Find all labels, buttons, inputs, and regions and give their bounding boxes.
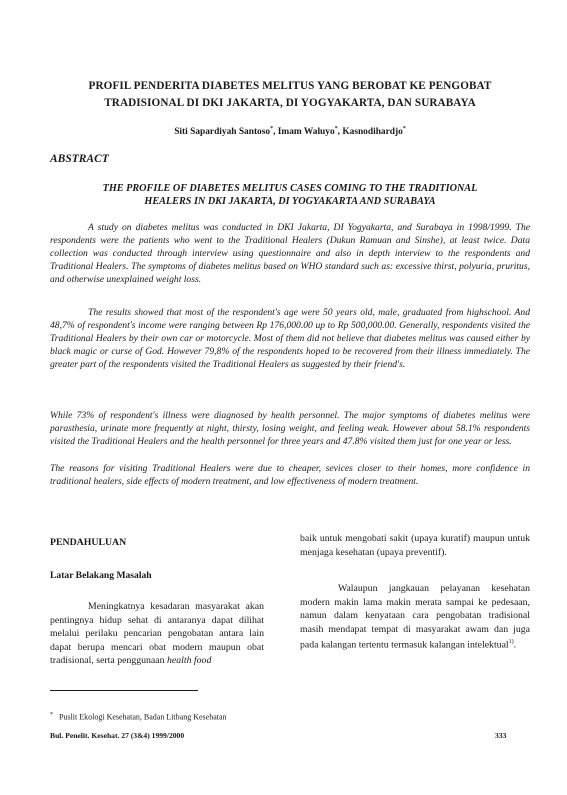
abstract-title-line-1: THE PROFILE OF DIABETES MELITUS CASES COMING TO THE TRADITIONAL [102, 183, 478, 194]
title-line-2: TRADISIONAL DI DKI JAKARTA, DI YOGYAKARTA, DAN SURABAYA [104, 97, 476, 109]
body-right-text: Walaupun jangkauan pelayanan kesehatan modern makin lama makin merata sampai ke pedesaan, namun dalam kenyataan cara pengobatan tradisional masih mendapat tempat di masyarakat awam dan juga pada kalangan tertentu termasuk kalangan intelektual [300, 583, 530, 651]
page-number: 333 [495, 731, 507, 740]
abstract-title [50, 182, 530, 208]
author-2-mark: * [334, 126, 338, 132]
body-left-italic: health food [166, 655, 212, 667]
abstract-paragraph-1: A study on diabetes melitus was conducted in DKI Jakarta, DI Yogyakarta, and Surabaya in 1998/1999. The respondents were the patients who went to the Traditional Healers (Dukun Ramuan and Sinshe), at least twice. Data collection was conducted through interview using questionnaire and also in depth interview to the respondents and Traditional Healers. The symptoms of diabetes melitus based on WHO standard such as: excessive thirst, polyuria, pruritus, and otherwise unexplained weight loss. [50, 222, 530, 285]
abstract-heading: ABSTRACT [50, 153, 109, 165]
body-right-end: . [513, 639, 517, 651]
author-3: , Kasnodihardjo [337, 127, 403, 138]
author-list [60, 126, 520, 137]
section-heading: PENDAHULUAN [50, 537, 127, 548]
reference-mark: 1) [508, 639, 514, 646]
author-2: , Imam Waluyo [273, 127, 335, 138]
footnote-text: Puslit Ekologi Kesehatan, Badan Litbang Kesehatan [59, 712, 227, 722]
body-left-paragraph [50, 600, 264, 668]
abstract-paragraph-3: While 73% of respondent's illness were diagnosed by health personnel. The major symptoms of diabetes melitus were parasthesia, urinate more frequently at night, thirsty, losing weight, and feeling weak. However about 58.1% respondents visited the Traditional Healers and the health personnel for three years and 47.8% visited them just for one year or less. [50, 410, 530, 447]
journal-citation: Bul. Penelit. Kesehat. 27 (3&4) 1999/2000 [50, 731, 185, 740]
footnote-rule [50, 690, 198, 691]
abstract-paragraph-2: The results showed that most of the respondent's age were 50 years old, male, graduated from highschool. And 48,7% of respondent's income were ranging between Rp 176,000.00 up to Rp 500,000.00. Generally, respondents visited the Traditional Healers by their own car or motorcycle. Most of them did not believe that diabetes melitus was caused either by black magic or curse of God. However 79,8% of the respondents hoped to be recovered from their illness immediately. The greater part of the respondents visited the Traditional Healers as suggested by their friend's. [50, 307, 530, 370]
abstract-title-line-2: HEALERS IN DKI JAKARTA, DI YOGYAKARTA AND SURABAYA [144, 196, 436, 207]
body-left-text: Meningkatnya kesadaran masyarakat akan pentingnya hidup sehat di antaranya dapat dilihat melalui perilaku pencarian pengobatan antara lain dapat berupa mencari obat modern maupun obat tradisional, serta penggunaan [50, 601, 264, 667]
title-line-1: PROFIL PENDERITA DIABETES MELITUS YANG BEROBAT KE PENGOBAT [88, 80, 492, 92]
body-right-paragraph-1: baik untuk mengobati sakit (upaya kuratif) maupun untuk menjaga kesehatan (upaya preventif). [300, 533, 530, 558]
abstract-paragraph-4: The reasons for visiting Traditional Healers were due to cheaper, sevices closer to their homes, more confidence in traditional healers, side effects of modern treatment, and low effectiveness of modern treatment. [50, 463, 530, 487]
paper-title [60, 78, 520, 112]
author-1: Siti Sapardiyah Santoso [174, 127, 271, 138]
body-right-paragraph-2 [300, 582, 530, 652]
footnote-mark: * [50, 712, 53, 718]
subsection-heading: Latar Belakang Masalah [50, 570, 152, 581]
author-1-mark: * [270, 126, 274, 132]
author-3-mark: * [402, 126, 406, 132]
footnote [50, 712, 227, 722]
